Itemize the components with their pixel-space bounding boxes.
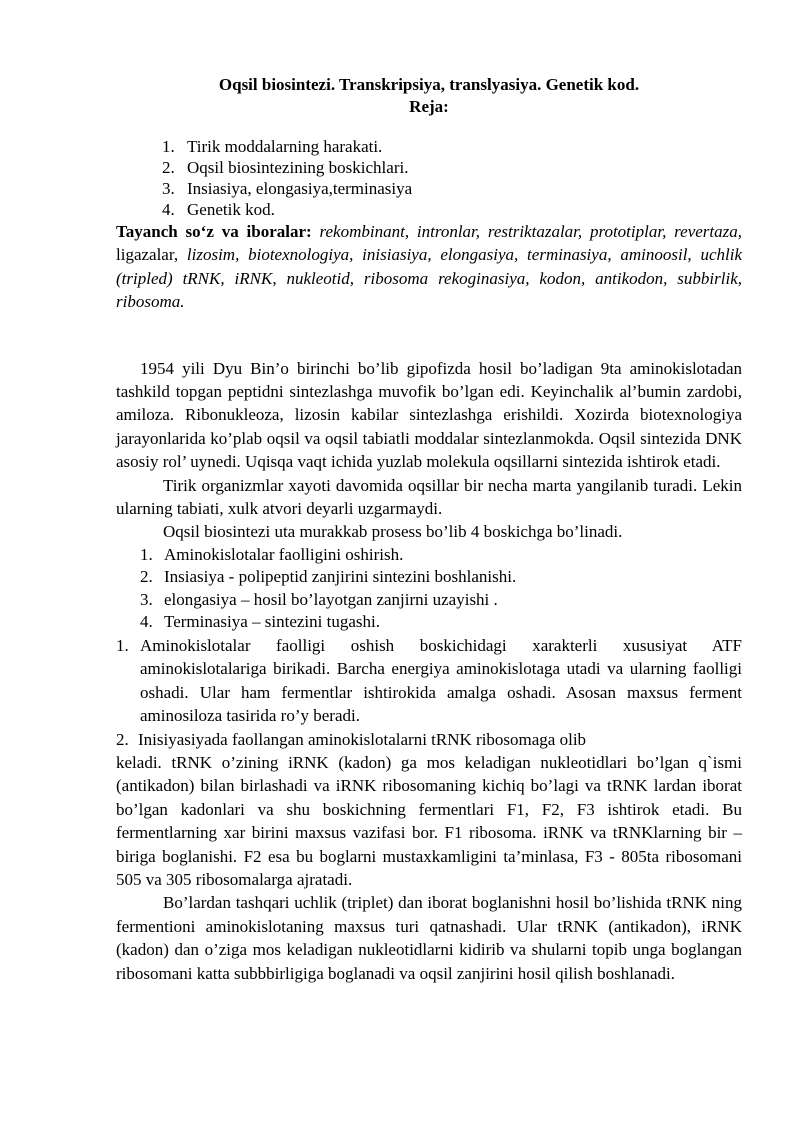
paragraph-final: Bo’lardan tashqari uchlik (triplet) dan iborat boglanishni hosil bo’lishida tRNK ning fermentioni aminokislotaning maxsus turi qatnashadi. Ular tRNK (antikadon), iRNK (kadon) dan o’ziga mos keladigan nukleotidlarni kidirib va shularni topib unga boglangan ribosomani katta subbbirligiga boglanadi va oqsil zanjirini hosil qilish boshlanadi.	[116, 893, 742, 983]
plan-item: 2. Oqsil biosintezining boskichlari.	[162, 158, 409, 177]
section-first-line: Inisiyasiyada faollangan aminokislotalarni tRNK ribosomaga olib	[138, 729, 587, 749]
plan-heading: Reja:	[409, 97, 449, 116]
section-initiation-body: keladi. tRNK o’zining iRNK (kadon) ga mos keladigan nukleotidlari bo’lgan q`ismi (antikadon) bilan birlashadi va iRNK ribosomaning kichiq bo’lagi va tRNK lardan iborat bo’lgan kadonlari va shu boskichning fermentlari F1, F2, F3 ishtirok etadi. Bu fermentlarning xar birini maxsus vazifasi bor. F1 ribosoma. iRNK va tRNKlarning bir – biriga boglanishi. F2 esa bu boglarni mustaxkamligini ta’minlasa, F3 - 805ta ribosomani 505 va 305 ribosomalarga ajratadi.	[116, 752, 742, 889]
stage-item: 1. Aminokislotalar faolligini oshirish.	[140, 544, 404, 564]
plan-item: 3. Insiasiya, elongasiya,terminasiya	[162, 179, 413, 198]
paragraph-intro: 1954 yili Dyu Bin’o birinchi bo’lib gipofizda hosil bo’ladigan 9ta aminokislotadan tashkild topgan peptidni sintezlashga muvofik bo’lgan edi. Keyinchalik al’bumin zardobi, amiloza. Ribonukleoza, lizosin kabilar sintezlashga erishildi. Xozirda biotexnologiya jarayonlarida ko’plab oqsil va oqsil tabiatli moddalar sintezlanmokda. Oqsil sintezida DNK asosiy rol’ uynedi. Uqisqa vaqt ichida yuzlab molekula oqsillarni sintezida ishtirok etadi.	[116, 358, 742, 472]
section-activation	[116, 634, 742, 728]
plan-list	[116, 136, 742, 220]
paragraph-stages: Oqsil biosintezi uta murakkab prosess bo’lib 4 boskichga bo’linadi.	[163, 522, 623, 542]
section-number: 1.	[116, 635, 129, 655]
section-text: Aminokislotalar faolligi oshish boskichidagi xarakterli xususiyat ATF aminokislotalariga birikadi. Barcha energiya aminokislotaga utadi va ularning faolligi oshadi. Ular ham fermentlar ishtirokida amalga oshadi. Asosan maxsus ferment aminosiloza tasirida ro’y beradi.	[140, 635, 742, 726]
stage-item: 2. Insiasiya - polipeptid zanjirini sintezini boshlanishi.	[140, 567, 517, 587]
plan-item: 1. Tirik moddalarning harakati.	[162, 137, 383, 156]
keywords-italic: rekombinant, intronlar, restriktazalar, prototiplar, revertaza,	[319, 222, 742, 241]
body-text	[116, 357, 742, 985]
keywords-paragraph	[116, 220, 742, 314]
plan-item: 4. Genetik kod.	[162, 200, 275, 219]
document-title: Oqsil biosintezi. Transkripsiya, translyasiya. Genetik kod.	[218, 75, 640, 94]
paragraph-renewal: Tirik organizmlar xayoti davomida oqsillar bir necha marta yangilanib turadi. Lekin ularning tabiati, xulk atvori deyarli uzgarmaydi.	[116, 475, 742, 519]
document-page	[116, 74, 742, 985]
section-number: 2.	[116, 729, 129, 749]
stage-item: 3. elongasiya – hosil bo’layotgan zanjirni uzayishi .	[140, 589, 498, 609]
stage-item: 4. Terminasiya – sintezini tugashi.	[140, 612, 380, 632]
stages-list	[116, 544, 742, 634]
keywords-italic: lizosim, biotexnologiya, inisiasiya, elongasiya, terminasiya, aminoosil, uchlik (tripled) tRNK, iRNK, nukleotid, ribosoma rekoginasiya, kodon, antikodon, subbirlik, ribosoma.	[116, 245, 743, 312]
keywords-regular: ligazalar,	[116, 245, 179, 265]
keywords-label: Tayanch so‘z va iboralar:	[116, 222, 312, 241]
section-initiation	[116, 728, 742, 751]
